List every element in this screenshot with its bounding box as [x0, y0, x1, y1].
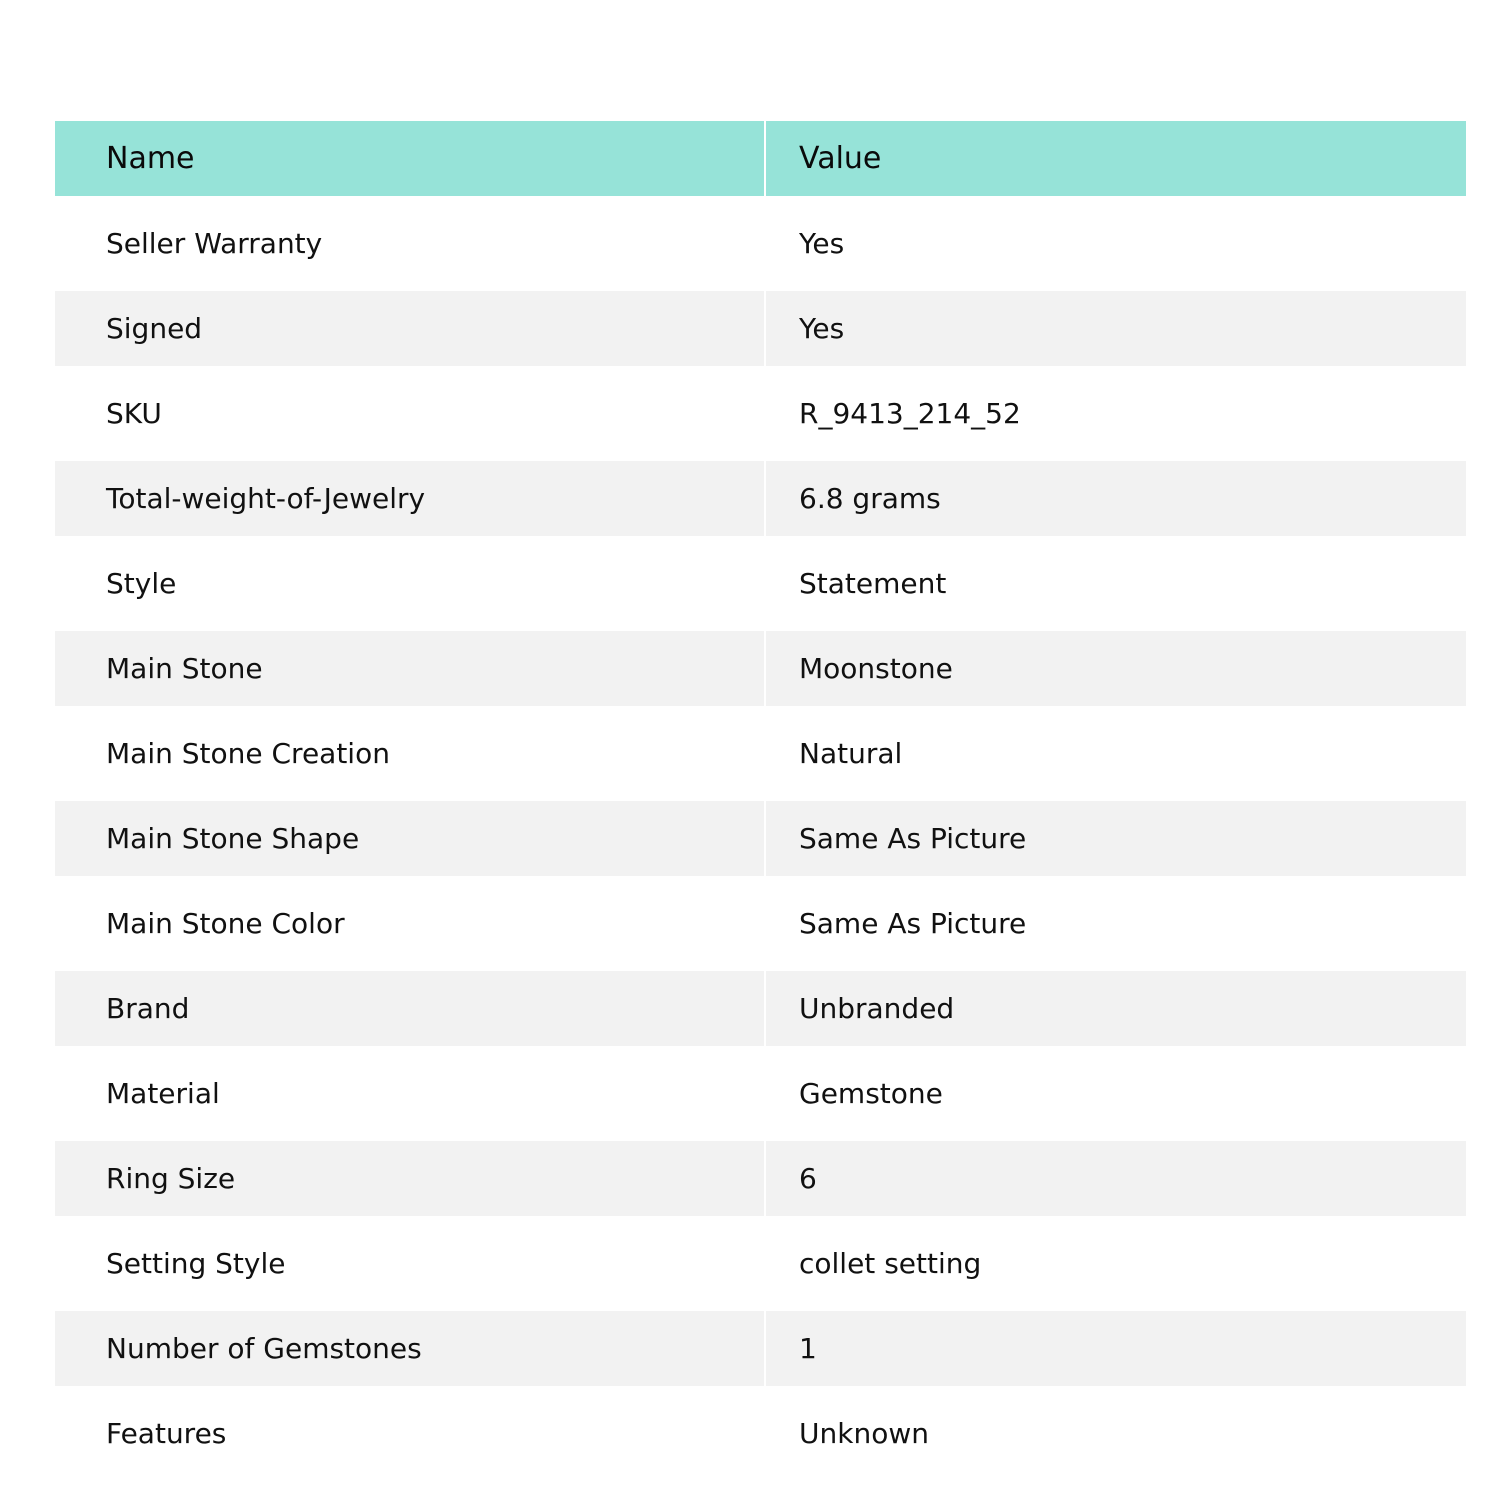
- row-value-cell: 1: [799, 1332, 817, 1365]
- spec-table: [55, 121, 1466, 1481]
- table-header-row: [55, 121, 1466, 196]
- row-value-cell: Same As Picture: [799, 822, 1027, 855]
- table-row: [55, 801, 1466, 876]
- row-value-cell: Unbranded: [799, 992, 955, 1025]
- row-value-cell: Moonstone: [799, 652, 953, 685]
- table-row: [55, 1226, 1466, 1301]
- table-row: [55, 1311, 1466, 1386]
- table-row: [55, 1141, 1466, 1216]
- row-value-cell: Unknown: [799, 1417, 929, 1450]
- table-row: [55, 1056, 1466, 1131]
- row-value-cell: 6.8 grams: [799, 482, 941, 515]
- row-name-cell: SKU: [55, 376, 766, 451]
- row-name-cell: Number of Gemstones: [55, 1311, 766, 1386]
- table-row: [55, 461, 1466, 536]
- row-name-cell: Main Stone: [55, 631, 766, 706]
- row-value-cell: Yes: [799, 312, 845, 345]
- table-row: [55, 971, 1466, 1046]
- table-row: [55, 886, 1466, 961]
- row-value-cell: Statement: [799, 567, 947, 600]
- row-name-cell: Main Stone Shape: [55, 801, 766, 876]
- row-name-cell: Brand: [55, 971, 766, 1046]
- row-name-cell: Seller Warranty: [55, 206, 766, 281]
- row-value-cell: Same As Picture: [799, 907, 1027, 940]
- header-name-cell: Name: [55, 121, 766, 196]
- table-row: [55, 631, 1466, 706]
- table-row: [55, 376, 1466, 451]
- table-row: [55, 546, 1466, 621]
- table-row: [55, 1396, 1466, 1471]
- row-value-cell: Yes: [799, 227, 845, 260]
- row-name-cell: Main Stone Creation: [55, 716, 766, 791]
- row-value-cell: 6: [799, 1162, 817, 1195]
- row-name-cell: Ring Size: [55, 1141, 766, 1216]
- row-value-cell: R_9413_214_52: [799, 397, 1021, 430]
- row-name-cell: Material: [55, 1056, 766, 1131]
- row-name-cell: Style: [55, 546, 766, 621]
- table-row: [55, 206, 1466, 281]
- row-name-cell: Setting Style: [55, 1226, 766, 1301]
- header-value-cell: Value: [799, 141, 882, 176]
- table-row: [55, 291, 1466, 366]
- row-name-cell: Features: [55, 1396, 766, 1471]
- row-value-cell: Natural: [799, 737, 903, 770]
- row-value-cell: collet setting: [799, 1247, 982, 1280]
- row-name-cell: Total-weight-of-Jewelry: [55, 461, 766, 536]
- row-name-cell: Main Stone Color: [55, 886, 766, 961]
- table-row: [55, 716, 1466, 791]
- row-value-cell: Gemstone: [799, 1077, 943, 1110]
- row-name-cell: Signed: [55, 291, 766, 366]
